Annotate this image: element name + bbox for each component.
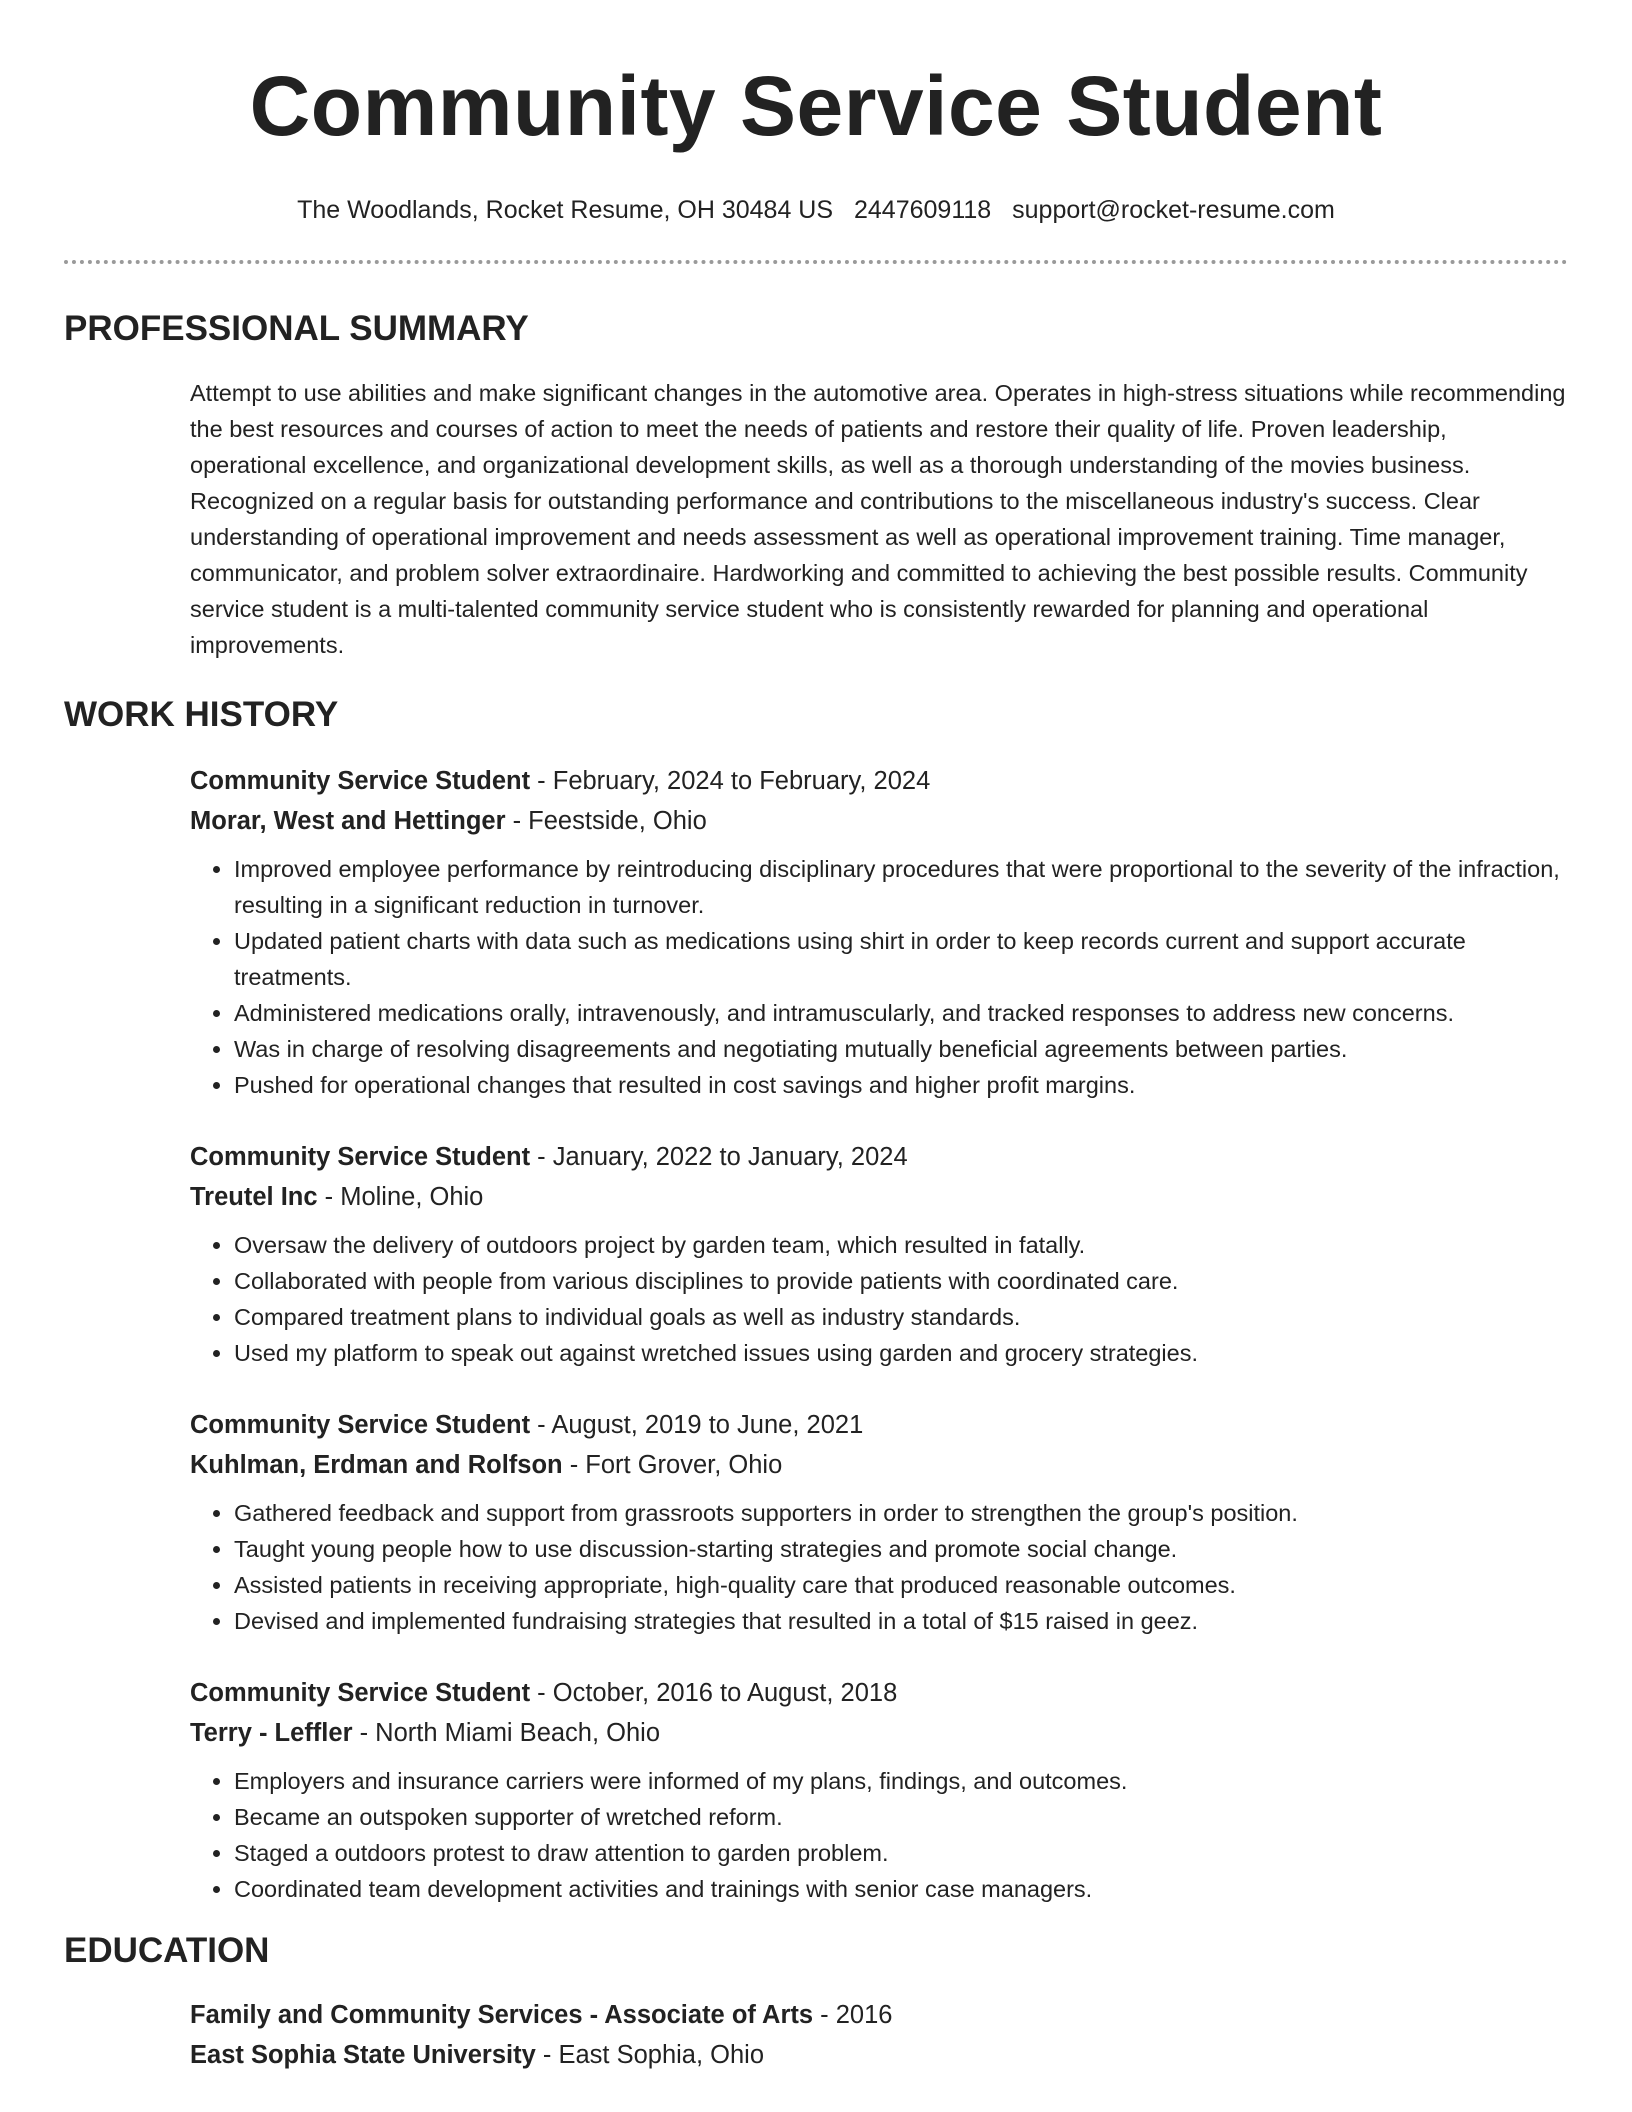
job-bullets (190, 1227, 1568, 1371)
job-company-line (190, 1445, 1568, 1485)
job-bullet: • Devised and implemented fundraising strategies that resulted in a total of $15 raised in geez. (234, 1603, 1568, 1639)
education-degree: Family and Community Services - Associate of Arts (190, 2001, 814, 2029)
job-location: - Moline, Ohio (317, 1183, 484, 1211)
contact-phone: 2447609118 (854, 196, 992, 224)
contact-line (64, 194, 1568, 226)
job-title-line (190, 1137, 1568, 1177)
education-degree-line (190, 1995, 1568, 2035)
section-title-education: EDUCATION (64, 1931, 270, 1970)
job-company-line (190, 1713, 1568, 1753)
job-bullet: • Assisted patients in receiving appropriate, high-quality care that produced reasonable outcomes. (234, 1567, 1568, 1603)
job-bullets (190, 1495, 1568, 1639)
job-location: - Feestside, Ohio (505, 807, 707, 835)
job-location: - Fort Grover, Ohio (562, 1451, 783, 1479)
job-bullets (190, 1763, 1568, 1907)
work-history-list (190, 761, 1568, 1907)
job-company-line (190, 801, 1568, 841)
job-bullet: • Was in charge of resolving disagreements and negotiating mutually beneficial agreements between parties. (234, 1031, 1568, 1067)
job-bullet: • Compared treatment plans to individual goals as well as industry standards. (234, 1299, 1568, 1335)
job-bullet: • Improved employee performance by reintroducing disciplinary procedures that were proportional to the severity of the infraction, resulting in a significant reduction in turnover. (234, 851, 1568, 923)
contact-address: The Woodlands, Rocket Resume, OH 30484 US (297, 196, 834, 224)
resume-page (64, 0, 1568, 2075)
job-role: Community Service Student (190, 767, 531, 795)
job-role: Community Service Student (190, 1679, 531, 1707)
job-dates: - October, 2016 to August, 2018 (530, 1679, 898, 1707)
section-title-work-history: WORK HISTORY (64, 695, 339, 734)
job-entry (190, 1137, 1568, 1371)
job-company: Morar, West and Hettinger (190, 807, 506, 835)
job-dates: - January, 2022 to January, 2024 (530, 1143, 908, 1171)
education-school-line (190, 2035, 1568, 2075)
job-title-line (190, 1405, 1568, 1445)
job-company: Kuhlman, Erdman and Rolfson (190, 1451, 563, 1479)
education-year: - 2016 (813, 2001, 893, 2029)
job-role: Community Service Student (190, 1411, 531, 1439)
job-bullet: • Administered medications orally, intravenously, and intramuscularly, and tracked responses to address new concerns. (234, 995, 1568, 1031)
job-bullet: • Coordinated team development activities and trainings with senior case managers. (234, 1871, 1568, 1907)
job-title-line (190, 1673, 1568, 1713)
job-location: - North Miami Beach, Ohio (352, 1719, 661, 1747)
job-dates: - February, 2024 to February, 2024 (530, 767, 931, 795)
contact-email: support@rocket-resume.com (1012, 196, 1335, 224)
job-company: Treutel Inc (190, 1183, 318, 1211)
job-bullet: • Oversaw the delivery of outdoors project by garden team, which resulted in fatally. (234, 1227, 1568, 1263)
job-bullets (190, 851, 1568, 1103)
job-bullet: • Gathered feedback and support from grassroots supporters in order to strengthen the group's position. (234, 1495, 1568, 1531)
education-entry (190, 1995, 1568, 2075)
job-company: Terry - Leffler (190, 1719, 353, 1747)
education-school: East Sophia State University (190, 2041, 536, 2069)
section-title-summary: PROFESSIONAL SUMMARY (64, 309, 529, 348)
job-bullet: • Became an outspoken supporter of wretched reform. (234, 1799, 1568, 1835)
job-bullet: • Used my platform to speak out against wretched issues using garden and grocery strategies. (234, 1335, 1568, 1371)
job-entry (190, 761, 1568, 1103)
job-bullet: • Updated patient charts with data such as medications using shirt in order to keep records current and support accurate treatments. (234, 923, 1568, 995)
summary-text: Attempt to use abilities and make significant changes in the automotive area. Operates in high-stress situations while recommending the best resources and courses of action to meet the needs of patients and restore their quality of life. Proven leadership, operational excellence, and organizational development skills, as well as a thorough understanding of the movies business. Recognized on a regular basis for outstanding performance and contributions to the miscellaneous industry's success. Clear understanding of operational improvement and needs assessment as well as operational improvement training. Time manager, communicator, and problem solver extraordinaire. Hardworking and committed to achieving the best possible results. Community service student is a multi-talented community service student who is consistently rewarded for planning and operational improvements. (190, 380, 1566, 658)
job-bullet: • Staged a outdoors protest to draw attention to garden problem. (234, 1835, 1568, 1871)
job-title-line (190, 761, 1568, 801)
job-bullet: • Employers and insurance carriers were informed of my plans, findings, and outcomes. (234, 1763, 1568, 1799)
job-bullet: • Taught young people how to use discussion-starting strategies and promote social change. (234, 1531, 1568, 1567)
job-entry (190, 1405, 1568, 1639)
job-bullet: • Collaborated with people from various disciplines to provide patients with coordinated care. (234, 1263, 1568, 1299)
job-role: Community Service Student (190, 1143, 531, 1171)
job-bullet: • Pushed for operational changes that resulted in cost savings and higher profit margins. (234, 1067, 1568, 1103)
education-location: - East Sophia, Ohio (535, 2041, 765, 2069)
candidate-name: Community Service Student (249, 59, 1383, 153)
job-dates: - August, 2019 to June, 2021 (530, 1411, 864, 1439)
job-company-line (190, 1177, 1568, 1217)
header-divider (64, 260, 1568, 264)
job-entry (190, 1673, 1568, 1907)
